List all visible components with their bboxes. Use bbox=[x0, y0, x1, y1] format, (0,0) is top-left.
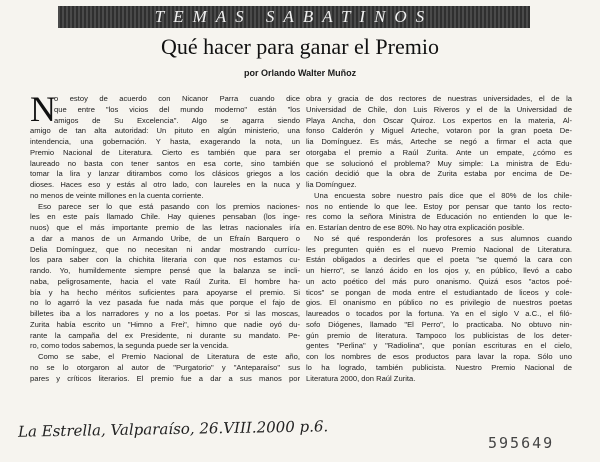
article-column-2 bbox=[306, 94, 572, 384]
article-line: Literatura 2000, don Raúl Zurita. bbox=[306, 373, 416, 383]
article-line: no lo agarró la vez pasada fue nada más que porque el fajo de bbox=[30, 298, 300, 308]
article-line: o estoy de acuerdo con Nicanor Parra cuando dice bbox=[54, 94, 300, 103]
article-line: laureado no basta con tener santos en esa corte, sino también bbox=[30, 158, 300, 168]
article-column-1 bbox=[30, 89, 300, 384]
article-line: que entre "los vicios del mundo moderno" están "los bbox=[54, 104, 300, 114]
article-line: gios. El onanismo en público no es privilegio de nuestros poetas bbox=[306, 298, 572, 308]
article-line: Zurita había escrito un "Himno a Frei", himno que nadie oyó du- bbox=[30, 319, 300, 329]
article-line: sofo Diógenes, llamado "El Perro", lo practicaba. No obtuvo nin- bbox=[306, 319, 572, 329]
article-line: gentes "Perlina" y "Radiolina", que ponían escrituras en el cielo, bbox=[306, 341, 572, 351]
article-line: naba, peligrosamente, hacia el vate Raúl Zurita. El hombre ha- bbox=[30, 276, 300, 286]
article-line: Playa Ancha, don Oscar Quiroz. Los expertos en la materia, Al- bbox=[306, 115, 572, 125]
article-line: Como se sabe, el Premio Nacional de Literatura de este año, bbox=[38, 352, 300, 361]
article-line: No sé qué responderán los profesores a sus alumnos cuando bbox=[314, 233, 572, 243]
article-line: con los nombres de esos productos para lavar la ropa. Sólo uno bbox=[306, 352, 572, 361]
article-line: los para saber con la chichita literaria con que nos estamos cu- bbox=[30, 255, 300, 265]
article-line: que se solucionó el problema? Muy simple: La ministra de Edu- bbox=[306, 158, 572, 168]
article-line: tomar la lira y lanzar ditirambos como los clásicos griegos a los bbox=[30, 169, 300, 179]
article-line: nuos) que el más importante premio de las letras nacionales iría bbox=[30, 223, 300, 232]
article-line: amigo de tan alta autoridad: Un pituto en algún ministerio, una bbox=[30, 126, 300, 136]
article-line: billetes iba a los narradores y no a los poetas. Por si las moscas, bbox=[30, 309, 300, 318]
section-banner-label: TEMAS SABATINOS bbox=[154, 7, 434, 26]
article-line: lia Domínguez. bbox=[306, 180, 357, 189]
article-line: fonso Calderón y Miguel Arteche, votaron por la gran poeta De- bbox=[306, 126, 572, 136]
article-line: rante la campaña del ex Presidente, ni durante su mandato. Pe- bbox=[30, 330, 300, 340]
article-line: nos no entiende lo que lee. Estoy por pensar que tanto los recto- bbox=[306, 201, 572, 211]
archive-number: 595649 bbox=[488, 434, 555, 452]
article-line: a dar a manos de un Armando Uribe, de un Efraín Barquero o bbox=[30, 233, 300, 243]
article-line: laureados o tocados por la fortuna. Ya en el siglo V a.C., el filó- bbox=[306, 309, 572, 318]
article-line: ticos" se pongan de moda entre el estudiantado de liceos y cole- bbox=[306, 287, 572, 297]
article-line: res como la señora Ministra de Educación no entienden lo que le- bbox=[306, 212, 572, 222]
headline: Qué hacer para ganar el Premio bbox=[161, 34, 439, 59]
article-line: rando. Yo, humildemente siempre pensé que la balanza se incli- bbox=[30, 266, 300, 275]
article-line: un hierro", se lanzó ácido en los ojos y, en público, llevó a cabo bbox=[306, 266, 572, 275]
article-line: Universidad de Chile, don Luis Riveros y el de la Universidad de bbox=[306, 104, 572, 114]
drop-cap: N bbox=[30, 89, 56, 129]
handwritten-citation: La Estrella, Valparaíso, 26.VIII.2000 p.6. bbox=[17, 417, 329, 441]
article-line: obra y gracia de dos rectores de nuestras universidades, el de la bbox=[306, 94, 572, 103]
article-line: Delia Domínguez, que no necesitan ni andar mostrando currícu- bbox=[30, 244, 300, 254]
article-line: en. Estarían dentro de ese 80%. No hay otra explicación posible. bbox=[306, 223, 525, 232]
article-line: les pregunten quién es el nuevo Premio Nacional de Literatura. bbox=[306, 244, 572, 254]
article-line: un acto poético del más puro onanismo. Quizá esos "actos poé- bbox=[306, 276, 572, 286]
article-line: pares y críticos literarios. El premio fue a dar a sus manos por bbox=[30, 373, 300, 383]
article-line: les en este país llamado Chile. Hay quienes pensaban (los inge- bbox=[30, 212, 300, 222]
article-line: Eso parece ser lo que está pasando con los premios naciones- bbox=[38, 201, 300, 211]
article-line: Premio Nacional de Literatura. Cierto es también que para ser bbox=[30, 147, 300, 157]
section-banner bbox=[58, 6, 530, 28]
article-line: amigos de Su Excelencia". Algo se agarra siendo bbox=[54, 115, 300, 125]
article-line: no se lo otorgaron al autor de "Purgatorio" y "Anteparaíso" sus bbox=[30, 362, 300, 372]
article-line: Están obligados a decirles que el poeta "se quemó la cara con bbox=[306, 255, 572, 265]
article-line: intendencia, una gobernación. Y hasta, exagerando la nota, un bbox=[30, 137, 300, 146]
byline: por Orlando Walter Muñoz bbox=[244, 68, 357, 78]
article-line: no menos de veinte millones en la cuenta corriente. bbox=[30, 190, 204, 200]
article-line: bía y ha hecho méritos suficientes para apoyarse el premio. Si bbox=[30, 287, 300, 297]
article-line: lo ha logrado, también publicista. Nuestro Premio Nacional de bbox=[306, 362, 572, 372]
article-line: Una encuesta sobre nuestro país dice que el 80% de los chile- bbox=[314, 190, 572, 200]
article-line: ro, como todos sabemos, la segunda puede ser la vencida. bbox=[30, 341, 229, 351]
article-line: dioses. Haces eso y estás al otro lado, con laureles en la nuca y bbox=[30, 180, 300, 189]
article-line: gún premio de literatura. Tampoco los publicistas de los deter- bbox=[306, 330, 572, 340]
article-line: cación decidió que la obra de Zurita estaba por encima de De- bbox=[306, 169, 572, 179]
article-line: lia Domínguez. Es más, Arteche se negó a firmar el acta que bbox=[306, 137, 572, 146]
article-line: otorgaba el premio a Raúl Zurita. Ante un empate, ¿cómo es bbox=[306, 147, 572, 157]
